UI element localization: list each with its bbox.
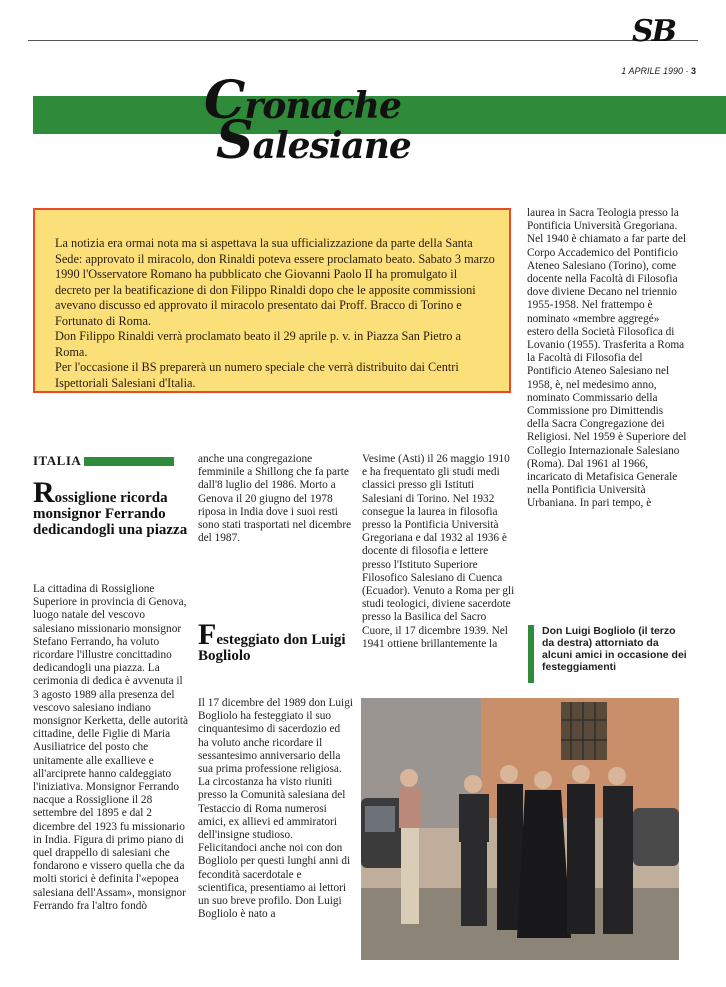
sb-logo: SB: [632, 14, 676, 49]
article2-column3: Vesime (Asti) il 26 maggio 1910 e ha frequentato gli studi medi classici presso gli Istituti Salesiani di Torino. Nel 1932 consegue la laurea in filosofia presso la Pontificia Università Gregoriana e dal 1932 al 1936 è docente di filosofia e lettere presso l'Istituto Superiore Filosofico Salesiano di Cuenca (Ecuador). Venuto a Roma per gli studi teologici, diviene sacerdote presso la Basilica del Sacro Cuore, il 17 dicembre 1939. Nel 1941 ottiene brillantemente la: [362, 453, 515, 650]
notice-paragraph-1: La notizia era ormai nota ma si aspettava la sua ufficializzazione da parte della Santa Sede: approvato il miracolo, don Rinaldi poteva essere proclamato beato. Sabato 3 marzo 1990 l'Osservatore Romano ha pubblicato che Giovanni Paolo II ha promulgato il decreto per la beatificazione di don Filippo Rinaldi dopo che le apposite commissioni avevano discusso ed approvato il miracolo presentato dai Proff. Bracco di Torino e Fortunato di Roma.: [55, 236, 495, 328]
masthead-salesiane: Salesiane: [216, 110, 411, 171]
article1-body: La cittadina di Rossiglione Superiore in provincia di Genova, luogo natale del vescovo salesiano missionario monsignor Stefano Ferrando, ha voluto ricordare l'illustre concittadino dedicandogli una piazza. La cerimonia di dedica è avvenuta il 3 agosto 1989 alla presenza del vescovo salesiano indiano monsignor Kerketta, delle autorità cittadine, delle Figlie di Maria Ausiliatrice del posto che unitamente alle exallieve e all'arciprete hanno caldeggiato l'iniziativa. Monsignor Ferrando nacque a Rossiglione il 28 settembre del 1895 e dal 2 dicembre del 1923 fu missionario in India. Figura di primo piano di quel drappello di salesiani che fondarono e vissero quella che da molti storici è definita l'«epopea salesiana dell'Assam», monsignor Ferrando fra l'altro fondò: [33, 583, 188, 912]
article2-body: Il 17 dicembre del 1989 don Luigi Bogliolo ha festeggiato il suo cinquantesimo di sacerdozio ed ha voluto anche ricordare il sessantesimo anniversario della sua prima professione religiosa. La circostanza ha visto riuniti presso la Comunità salesiana del Testaccio di Roma numerosi amici, ex allievi ed ammiratori dell'insigne studioso. Felicitandoci anche noi con don Bogliolo per questi lunghi anni di fecondità sacerdotale e scientifica, presentiamo ai lettori un suo breve profilo. Don Luigi Bogliolo è nato a: [198, 697, 353, 921]
notice-paragraph-2: Don Filippo Rinaldi verrà proclamato beato il 29 aprile p. v. in Piazza San Pietro a Roma.: [55, 329, 461, 359]
page-number: 3: [690, 66, 696, 76]
group-photo: [361, 698, 679, 960]
section-label: [33, 453, 174, 469]
notice-paragraph-3: Per l'occasione il BS preparerà un numero speciale che verrà distribuito dai Centri Ispettoriali Salesiani d'Italia.: [55, 360, 459, 390]
section-label-text: ITALIA: [33, 453, 82, 468]
masthead-cronache: Cronache: [204, 70, 401, 131]
issue-date: 1 APRILE 1990 ·: [621, 66, 691, 76]
article2-headline: Festeggiato don Luigi Bogliolo: [198, 618, 346, 664]
article1-continuation: anche una congregazione femminile a Shillong che fa parte dall'8 luglio del 1986. Morto a Genova il 20 giugno del 1978 riposa in India dove i suoi resti sono stati trasportati nel dicembre del 1987.: [198, 453, 352, 545]
article2-column4: laurea in Sacra Teologia presso la Pontificia Università Gregoriana. Nel 1940 è chiamato a far parte del Corpo Accademico del Pontificio Ateneo Salesiano (Torino), come docente nella Facoltà di Filosofia dove diviene Decano nel triennio 1955-1958. Nel frattempo è nominato «membre aggregé» estero della Società Filosofica di Lovanio (1955). Trasferita a Roma la Facoltà di Filosofia del Pontificio Ateneo Salesiano nel 1958, è, nel medesimo anno, nominato Commissario della Commissione pro Dimittendis della Sacra Congregazione dei Religiosi. Nel 1959 è Superiore del Collegio Internazionale Salesiano (Roma). Dal 1961 al 1966, incaricato di Metafisica Generale nella Pontificia Università Urbaniana. In pari tempo, è: [527, 207, 687, 510]
issue-line: [621, 66, 696, 76]
masthead: [198, 70, 411, 171]
notice-box: [33, 208, 511, 393]
photo-caption: Don Luigi Bogliolo (il terzo da destra) attorniato da alcuni amici in occasione dei festeggiamenti: [528, 625, 690, 683]
article1-headline: Rossiglione ricorda monsignor Ferrando dedicandogli una piazza: [33, 476, 188, 538]
section-label-bar: [84, 457, 174, 466]
top-rule: [28, 40, 698, 41]
